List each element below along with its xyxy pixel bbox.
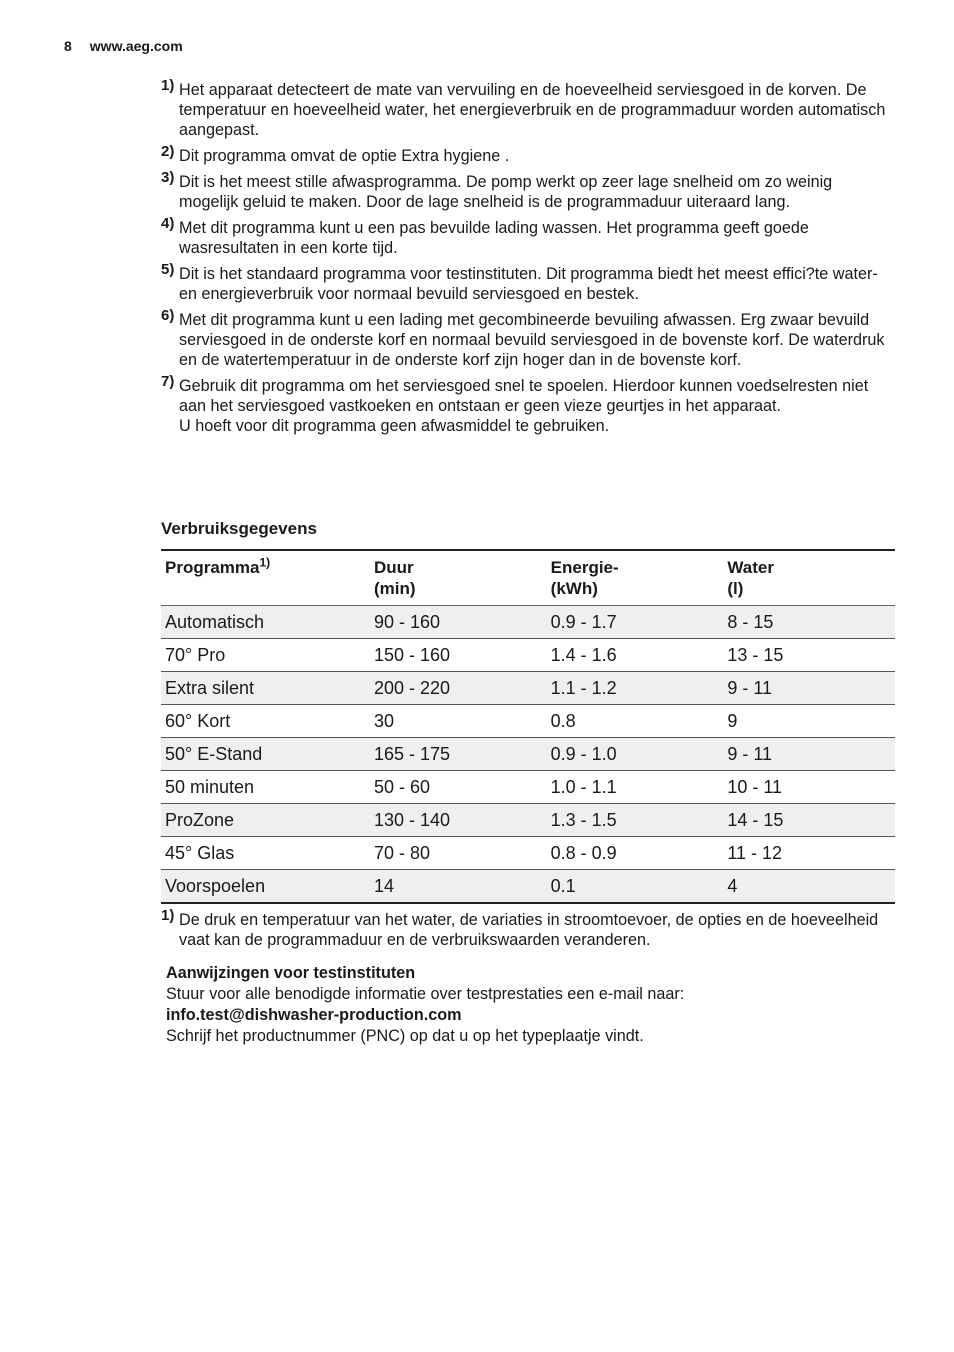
note-item: [161, 143, 896, 166]
cell-energy: 1.1 - 1.2: [547, 672, 724, 705]
footnote-text: De druk en temperatuur van het water, de variaties in stroomtoevoer, de opties en de hoeveelheid vaat kan de programmaduur en de verbruikswaarden veranderen.: [179, 911, 879, 949]
footnote-mark: 1): [161, 907, 175, 924]
cell-duration: 50 - 60: [370, 771, 547, 804]
consumption-table: [161, 549, 895, 904]
cell-water: 9 - 11: [723, 672, 895, 705]
test-info-title: Aanwijzingen voor testinstituten: [166, 964, 416, 982]
table-row: [161, 870, 895, 904]
note-mark: 7): [161, 373, 175, 390]
cell-energy: 1.3 - 1.5: [547, 804, 724, 837]
table-row: [161, 606, 895, 639]
note-item: [161, 261, 896, 304]
cell-duration: 150 - 160: [370, 639, 547, 672]
cell-duration: 14: [370, 870, 547, 904]
note-text: Dit is het standaard programma voor testinstituten. Dit programma biedt het meest effici?te water- en energieverbruik voor normaal bevuild serviesgoed en bestek.: [179, 265, 878, 303]
site-link[interactable]: www.aeg.com: [89, 38, 183, 54]
cell-water: 9: [723, 705, 895, 738]
note-text: Gebruik dit programma om het serviesgoed snel te spoelen. Hierdoor kunnen voedselresten niet aan het serviesgoed vastkoeken en ontstaan er geen vieze geurtjes in het apparaat.: [179, 377, 869, 415]
note-mark: 6): [161, 307, 175, 324]
cell-energy: 0.9 - 1.0: [547, 738, 724, 771]
table-row: [161, 705, 895, 738]
cell-water: 4: [723, 870, 895, 904]
cell-program: 50° E-Stand: [161, 738, 370, 771]
cell-energy: 0.1: [547, 870, 724, 904]
cell-duration: 30: [370, 705, 547, 738]
cell-program: 70° Pro: [161, 639, 370, 672]
page-header: [64, 38, 183, 54]
cell-program: Voorspoelen: [161, 870, 370, 904]
note-text: Met dit programma kunt u een pas bevuilde lading wassen. Het programma geeft goede wasresultaten in een korte tijd.: [179, 219, 809, 257]
cell-water: 11 - 12: [723, 837, 895, 870]
cell-energy: 0.8: [547, 705, 724, 738]
cell-duration: 165 - 175: [370, 738, 547, 771]
page-number: 8: [64, 38, 72, 54]
header-footnote-mark: 1): [259, 555, 271, 570]
cell-duration: 70 - 80: [370, 837, 547, 870]
note-item: [161, 215, 896, 258]
section-title: Verbruiksgegevens: [161, 519, 317, 538]
table-row: [161, 639, 895, 672]
table-row: [161, 738, 895, 771]
header-program: Programma$^{1)}$: [161, 550, 370, 606]
cell-program: ProZone: [161, 804, 370, 837]
note-extra-text: U hoeft voor dit programma geen afwasmiddel te gebruiken.: [179, 417, 610, 435]
note-mark: 1): [161, 77, 175, 94]
table-footnote: [161, 907, 896, 956]
note-item: [161, 373, 896, 436]
note-item: [161, 77, 896, 140]
cell-energy: 0.8 - 0.9: [547, 837, 724, 870]
cell-program: Extra silent: [161, 672, 370, 705]
note-mark: 4): [161, 215, 175, 232]
cell-program: 50 minuten: [161, 771, 370, 804]
footnote-item: [161, 907, 896, 950]
note-mark: 2): [161, 143, 175, 160]
note-mark: 5): [161, 261, 175, 278]
cell-water: 9 - 11: [723, 738, 895, 771]
cell-energy: 1.4 - 1.6: [547, 639, 724, 672]
note-mark: 3): [161, 169, 175, 186]
cell-duration: 90 - 160: [370, 606, 547, 639]
cell-program: 60° Kort: [161, 705, 370, 738]
program-notes: [161, 77, 896, 442]
note-item: [161, 307, 896, 370]
note-text: Met dit programma kunt u een lading met gecombineerde bevuiling afwassen. Erg zwaar bevuild serviesgoed in de onderste korf en normaal bevuild serviesgoed in de bovenste korf. De waterdruk en de watertemperatuur in de onderste korf zijn hoger dan in de bovenste korf.: [179, 311, 885, 369]
note-text: Dit is het meest stille afwasprogramma. De pomp werkt op zeer lage snelheid om zo weinig mogelijk geluid te maken. Door de lage snelheid is de programmaduur uiteraard lang.: [179, 173, 833, 211]
table-row: [161, 804, 895, 837]
test-info-line: Stuur voor alle benodigde informatie over testprestaties een e-mail naar:: [166, 985, 685, 1003]
cell-energy: 0.9 - 1.7: [547, 606, 724, 639]
note-item: [161, 169, 896, 212]
test-institute-info: [166, 963, 896, 1047]
cell-water: 14 - 15: [723, 804, 895, 837]
cell-water: 10 - 11: [723, 771, 895, 804]
header-energy: Energie- (kWh): [547, 550, 724, 606]
test-info-line: Schrijf het productnummer (PNC) op dat u op het typeplaatje vindt.: [166, 1027, 644, 1045]
cell-duration: 200 - 220: [370, 672, 547, 705]
test-info-email[interactable]: info.test@dishwasher-production.com: [166, 1006, 462, 1024]
header-water: Water (l): [723, 550, 895, 606]
table-header-row: [161, 550, 895, 606]
table-row: [161, 672, 895, 705]
cell-water: 8 - 15: [723, 606, 895, 639]
note-text: Het apparaat detecteert de mate van vervuiling en de hoeveelheid serviesgoed in de korven. De temperatuur en hoeveelheid water, het energieverbruik en de programmaduur worden automatisch aangepast.: [179, 81, 886, 139]
note-text: Dit programma omvat de optie Extra hygiene .: [179, 147, 510, 165]
header-duration: Duur (min): [370, 550, 547, 606]
cell-energy: 1.0 - 1.1: [547, 771, 724, 804]
cell-program: Automatisch: [161, 606, 370, 639]
table-row: [161, 771, 895, 804]
cell-duration: 130 - 140: [370, 804, 547, 837]
cell-program: 45° Glas: [161, 837, 370, 870]
table-row: [161, 837, 895, 870]
cell-water: 13 - 15: [723, 639, 895, 672]
